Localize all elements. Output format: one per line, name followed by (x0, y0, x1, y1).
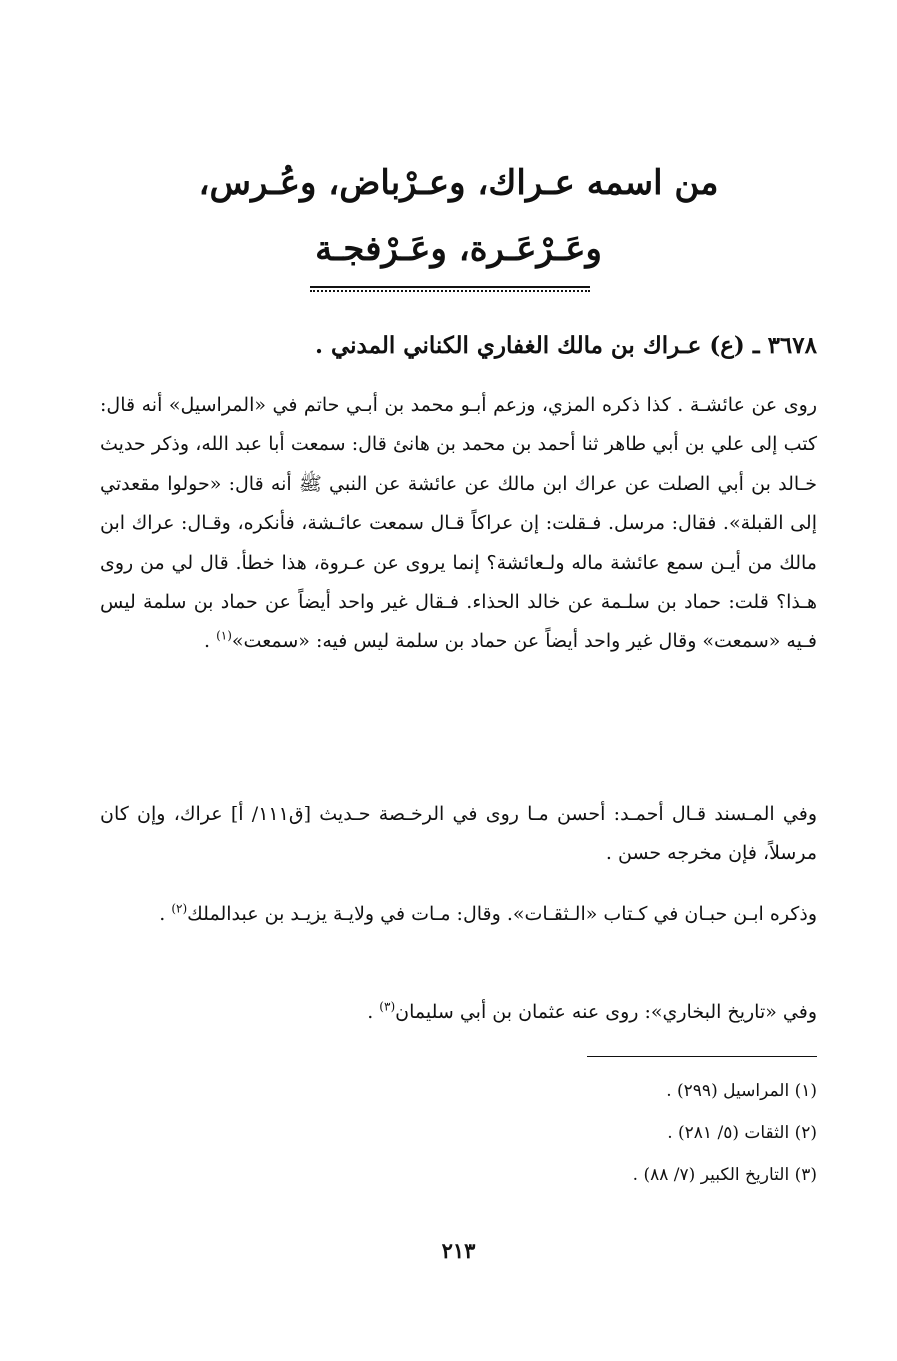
paragraph-2-text: وفي المـسند قـال أحمـد: أحسن مـا روى في الرخـصة حـديث [ق١١١/ أ] عراك، وإن كان مرسلاً، فإن مخرجه حسن . (100, 803, 817, 865)
paragraph-1-text: روى عن عائشـة . كذا ذكره المزي، وزعم أبـو محمد بن أبـي حاتم في «المراسيل» أنه قال: كتب إلى علي بن أبي طاهر ثنا أحمد بن محمد بن هانئ قال: سمعت أبا عبد الله، وذكر حديث خـالد بن أبي الصلت عن عراك ابن مالك عن عائشة عن النبي ﷺ أنه قال: «حولوا مقعدتي إلى القبلة». فقال: مرسل. فـقلت: إن عراكاً قـال سمعت عائـشة، فأنكره، وقـال: عراك ابن مالك من أيـن سمع عائشة ماله ولـعائشة؟ إنما يروى عن عـروة، هذا خطأ. قال لي من روى هـذا؟ قلت: حماد بن سلـمة عن خالد الحذاء. فـقال غير واحد أيضاً عن حماد بن سلمة ليس فـيه «سمعت» وقال غير واحد أيضاً عن حماد بن سلمة ليس فيه: «سمعت» (100, 394, 817, 653)
chapter-title-line1: من اسمه عـراك، وعـرْباض، وعُـرس، (198, 163, 719, 203)
page-number: ٢١٣ (441, 1238, 476, 1263)
footnote-2: (٢) الثقات (٥/ ٢٨١) . (667, 1123, 817, 1143)
title-underline (310, 286, 590, 292)
footnote-ref-1[interactable]: (١) (216, 629, 232, 644)
paragraph-1-end: . (204, 630, 217, 653)
footnote-separator (587, 1056, 817, 1057)
chapter-title-line2: وعَـرْعَـرة، وعَـرْفجـة (315, 229, 602, 269)
paragraph-1 (100, 386, 817, 662)
paragraph-3 (100, 895, 817, 934)
paragraph-4-text: وفي «تاريخ البخاري»: روى عنه عثمان بن أبي سليمان (395, 1001, 817, 1023)
paragraph-4 (100, 993, 817, 1032)
paragraph-3-text: وذكره ابـن حبـان في كـتاب «الـثقـات». وقال: مـات في ولايـة يزيـد بن عبدالملك (187, 903, 817, 925)
paragraph-2 (100, 795, 817, 874)
page (100, 0, 817, 1361)
entry-heading: ٣٦٧٨ ـ (ع) عـراك بن مالك الغفاري الكناني المدني . (314, 332, 817, 359)
footnote-ref-2[interactable]: (٢) (171, 901, 188, 916)
footnote-3: (٣) التاريخ الكبير (٧/ ٨٨) . (632, 1165, 817, 1185)
paragraph-3-end: . (159, 903, 172, 925)
footnote-ref-3[interactable]: (٣) (379, 999, 396, 1014)
paragraph-4-end: . (367, 1001, 380, 1023)
chapter-title (100, 150, 817, 282)
footnotes (100, 1070, 817, 1196)
footnote-1: (١) المراسيل (٢٩٩) . (666, 1081, 817, 1101)
